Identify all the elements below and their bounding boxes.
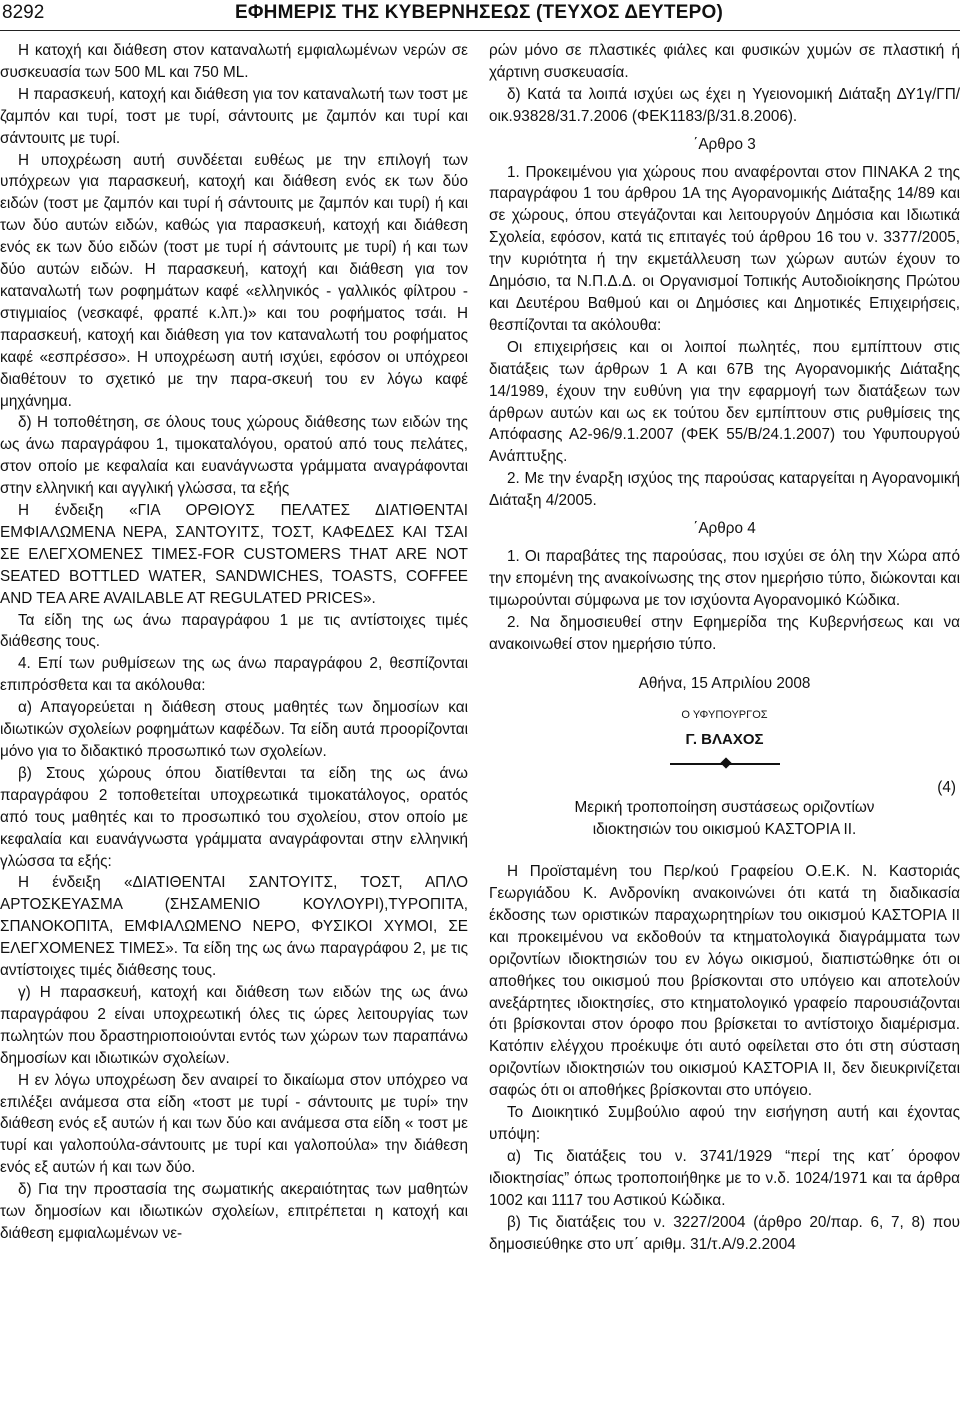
- paragraph: Η υποχρέωση αυτή συνδέεται ευθέως με την επιλογή των υπόχρεων για παρασκευή, κατοχή και διάθεση ενός εκ των δύο ειδών (τοστ με ζαμπόν και τυρί ή σάντουιτς με ζαμπόν και τυρί) ή και των δύο αυτών ειδών, καθώς για παρασκευή, κατοχή και διάθεση ενός εκ των δύο ειδών (τοστ με τυρί ή σάντουιτς με τυρί) ή και των δύο αυτών ειδών. Η παρασκευή, κατοχή και διάθεση για τον καταναλωτή των ροφημάτων καφέ «ελληνικός - γαλλικός φίλτρου - στιγμιαίος (νεσκαφέ, φραπέ κ.λπ.)» και του ροφήματος τσάι. Η παρασκευή, κατοχή και διάθεση για τον καταναλωτή του ροφήματος καφέ «εσπρέσσο». Η υποχρέωση αυτή ισχύει, εφόσον οι υπόχρεοι διαθέτουν το σχετικό με την παρα-σκευή του εν λόγω καφέ μηχάνημα.: [0, 151, 468, 410]
- notice-number-row: [489, 775, 960, 797]
- notice-title-line-2: ιδιοκτησιών του οικισμού ΚΑΣΤΟΡΙΑ ΙΙ.: [592, 821, 857, 839]
- paragraph: α) Τις διατάξεις του ν. 3741/1929 “περί της κατ΄ όροφον ιδιοκτησίας” όπως τροποποιήθηκε με το ν.δ. 1024/1971 και τα άρθρα 1002 και 1117 του Αστικού Κώδικα.: [489, 1147, 960, 1209]
- paragraph: Η εν λόγω υποχρέωση δεν αναιρεί το δικαίωμα στον υπόχρεο να επιλέξει ανάμεσα στα είδη «τοστ με τυρί - σάντουιτς με τυρί» την διάθεση ενός εξ αυτών ή και των δύο και ανάμεσα στα είδη « τοστ με τυρί και γαλοπούλα-σάντουιτς με τυρί και γαλοπούλα» την διάθεση ενός εξ αυτών ή και των δύο.: [0, 1071, 468, 1177]
- date-line: Αθήνα, 15 Απριλίου 2008: [638, 675, 811, 693]
- paragraph: α) Απαγορεύεται η διάθεση στους μαθητές των δημοσίων και ιδιωτικών σχολείων ροφημάτων καφέδων. Τα είδη αυτά προορίζονται μόνο για το διδακτικό προσωπικό των σχολείων.: [0, 699, 468, 760]
- paragraph: Οι επιχειρήσεις και οι λοιποί πωλητές, που εμπίπτουν στις διατάξεις των άρθρων 1 Α και 67Β της Αγορανομικής Διάταξης 14/1989, έχουν την ευθύνη για την εφαρμογή των διατάξεων των άρθρων αυτών και ως εκ τούτου δεν εμπίπτουν στις ρυθμίσεις της Απόφασης Α2-96/9.1.2007 (ΦΕΚ 55/Β/24.1.2007) του Υφυπουργού Ανάπτυξης.: [489, 338, 960, 466]
- paragraph: ρών μόνο σε πλαστικές φιάλες και φυσικών χυμών σε πλαστική ή χάρτινη συσκευασία.: [489, 42, 960, 81]
- page-header: [0, 0, 960, 31]
- paragraph: γ) Η παρασκευή, κατοχή και διάθεση των ειδών της ως άνω παραγράφου 2 είναι υποχρεωτική όλες τις ώρες λειτουργίας των πωλητών που δραστηριοποιούνται εντός των χώρων των παραπάνω δημοσίων και ιδιωτικών σχολείων.: [0, 983, 468, 1067]
- paragraph: 1. Οι παραβάτες της παρούσας, που ισχύει σε όλη την Χώρα από την επομένη της ανακοίνωσης της στον ημερήσιο τύπο, διώκονται και τιμωρούνται σύμφωνα με τον ισχύοντα Αγορανομικό Κώδικα.: [489, 547, 960, 609]
- paragraph: 4. Επί των ρυθμίσεων της ως άνω παραγράφου 2, θεσπίζονται επιπρόσθετα και τα ακόλουθα:: [0, 655, 468, 695]
- notice-title-line-1: Μερική τροποποίηση συστάσεως οριζοντίων: [574, 799, 875, 817]
- signatory-role: Ο ΥΦΥΠΟΥΡΓΟΣ: [681, 709, 768, 722]
- paragraph: Η ένδειξη «ΔΙΑΤΙΘΕΝΤΑΙ ΣΑΝΤΟΥΙΤΣ, ΤΟΣΤ, ΑΠΛΟ ΑΡΤΟΣΚΕΥΑΣΜΑ (ΣΗΣΑΜΕΝΙΟ ΚΟΥΛΟΥΡΙ),ΤΥΡΟΠΙΤΑ, ΣΠΑΝΟΚΟΠΙΤΑ, ΕΜΦΙΑΛΩΜΕΝΟ ΝΕΡΟ, ΦΥΣΙΚΟΙ ΧΥΜΟΙ, ΣΕ ΕΛΕΓΧΟΜΕΝΕΣ ΤΙΜΕΣ». Τα είδη της ως άνω παραγράφου 2, με τις αντίστοιχες τιμές διάθεσης τους.: [0, 874, 468, 980]
- gazette-title: ΕΦΗΜΕΡΙΣ ΤΗΣ ΚΥΒΕΡΝΗΣΕΩΣ (ΤΕΥΧΟΣ ΔΕΥΤΕΡΟ): [235, 2, 723, 23]
- paragraph: δ) Η τοποθέτηση, σε όλους τους χώρους διάθεσης των ειδών της ως άνω παραγράφου 1, τιμοκαταλόγου, ορατού από τους πελάτες, στον οποίο με κεφαλαία και ευανάγνωστα γράμματα αναγράφονται στην ελληνική και αγγλική γλώσσα, τα εξής: [0, 414, 468, 498]
- article-title: ΄Αρθρο 3: [693, 135, 756, 153]
- left-column: [0, 40, 468, 1245]
- paragraph: δ) Για την προστασία της σωματικής ακεραιότητας των μαθητών των δημοσίων και ιδιωτικών σχολείων, επιτρέπεται η κατοχή και διάθεση εμφιαλωμένων νε-: [0, 1181, 468, 1242]
- paragraph: Το Διοικητικό Συμβούλιο αφού την εισήγηση αυτή και έχοντας υπόψη:: [489, 1104, 960, 1143]
- paragraph: Η ένδειξη «ΓΙΑ ΟΡΘΙΟΥΣ ΠΕΛΑΤΕΣ ΔΙΑΤΙΘΕΝΤΑΙ ΕΜΦΙΑΛΩΜΕΝΑ ΝΕΡΑ, ΣΑΝΤΟΥΙΤΣ, ΤΟΣΤ, ΚΑΦΕΔΕΣ ΚΑΙ ΤΣΑΙ ΣΕ ΕΛΕΓΧΟΜΕΝΕΣ ΤΙΜΕΣ-FOR CUSTOMERS THAT ARE NOT SEATED BOTTLED WATER, SANDWICHES, TOASTS, COFFEE AND TEA ARE AVAILABLE AT REGULATED PRICES».: [0, 502, 468, 607]
- right-column: [489, 40, 960, 1255]
- paragraph: 1. Προκειμένου για χώρους που αναφέρονται στον ΠΙΝΑΚΑ 2 της παραγράφου 1 του άρθρου 1Α της Αγορανομικής Διάταξης 14/89 και σε χώρους, όπου στεγάζονται και λειτουργούν Δημόσια και Ιδιωτικά Σχολεία, εφόσον, κατά τις επιταγές τού άρθρου 16 του ν. 3377/2005, την κυριότητα ή την εκμετάλλευση των χώρων αυτών έχουν το Δημόσιο, τα Ν.Π.Δ.Δ. οι Οργανισμοί Τοπικής Αυτοδιοίκησης Πρώτου και Δευτέρου Βαθμού και οι Δημόσιες και Δημοτικές Επιχειρήσεις, θεσπίζονται τα ακόλουθα:: [489, 163, 960, 334]
- page-number: 8292: [2, 2, 45, 23]
- spacer: [489, 841, 960, 861]
- section-divider: [670, 757, 780, 771]
- paragraph: Η Προϊσταμένη του Περ/κού Γραφείου Ο.Ε.Κ. Ν. Καστοριάς Γεωργιάδου Κ. Ανδρονίκη ανακοινώνει ότι κατά τη διαδικασία έκδοσης των οριστικών παραχωρητηρίων του οικισμού ΚΑΣΤΟΡΙΑ ΙΙ και προκειμένου να εκδοθούν τα κτηματολογικά διαγράμματα των οριζοντίων ιδιοκτησιών του εν λόγω οικισμού, διαπιστώθηκε ότι οι αποθήκες του οικισμού που βρίσκονται στο υπόγειο και αποτελούν ανεξάρτητες ιδιοκτησίες, στο κτηματολογικό γραφείο παρουσιάζονται ότι βρίσκονται στον όροφο που βρίσκεται το αντίστοιχο διαμέρισμα. Κατόπιν ελέγχου προέκυψε ότι αυτό οφείλεται στο ότι στη σύσταση οριζοντίων ιδιοκτησιών του οικισμού ΚΑΣΤΟΡΙΑ ΙΙ, δεν διευκρινίζεται σαφώς ότι οι αποθήκες βρίσκονται στο υπόγειο.: [489, 863, 960, 1100]
- paragraph: 2. Να δημοσιευθεί στην Εφημερίδα της Κυβερνήσεως και να ανακοινωθεί στον ημερήσιο τύπο.: [489, 613, 960, 653]
- paragraph: δ) Κατά τα λοιπά ισχύει ως έχει η Υγειονομική Διάταξη ΔΥ1γ/ΓΠ/οικ.93828/31.7.2006 (ΦΕΚ1183/β/31.8.2006).: [489, 85, 960, 125]
- signatory-name: Γ. ΒΛΑΧΟΣ: [685, 731, 764, 749]
- paragraph: Η παρασκευή, κατοχή και διάθεση για τον καταναλωτή των τοστ με ζαμπόν και τυρί, τοστ με τυρί, σάντουιτς με ζαμπόν και τυρί και σάντουιτς με τυρί.: [0, 85, 468, 147]
- paragraph: 2. Με την έναρξη ισχύος της παρούσας καταργείται η Αγορανομική Διάταξη 4/2005.: [489, 470, 960, 510]
- diamond-icon: [720, 758, 731, 769]
- paragraph: Η κατοχή και διάθεση στον καταναλωτή εμφιαλωμένων νερών σε συσκευασία των 500 ML και 750 ML.: [0, 42, 468, 81]
- paragraph: Τα είδη της ως άνω παραγράφου 1 με τις αντίστοιχες τιμές διάθεσης τους.: [0, 611, 468, 651]
- paragraph: β) Τις διατάξεις του ν. 3227/2004 (άρθρο 20/παρ. 6, 7, 8) που δημοσιεύθηκε στο υπ΄ αριθμ. 31/τ.Α/9.2.2004: [489, 1213, 960, 1253]
- paragraph: β) Στους χώρους όπου διατίθενται τα είδη της ως άνω παραγράφου 2 τοποθετείται υποχρεωτικά τιμοκατάλογος, ορατός από τους μαθητές και το προσωπικό του σχολείου, στον οποίο με κεφαλαία και ευανάγνωστα γράμματα αναγράφονται στην ελληνική γλώσσα τα εξής:: [0, 764, 468, 870]
- article-title: ΄Αρθρο 4: [693, 520, 756, 538]
- notice-number: (4): [937, 779, 956, 797]
